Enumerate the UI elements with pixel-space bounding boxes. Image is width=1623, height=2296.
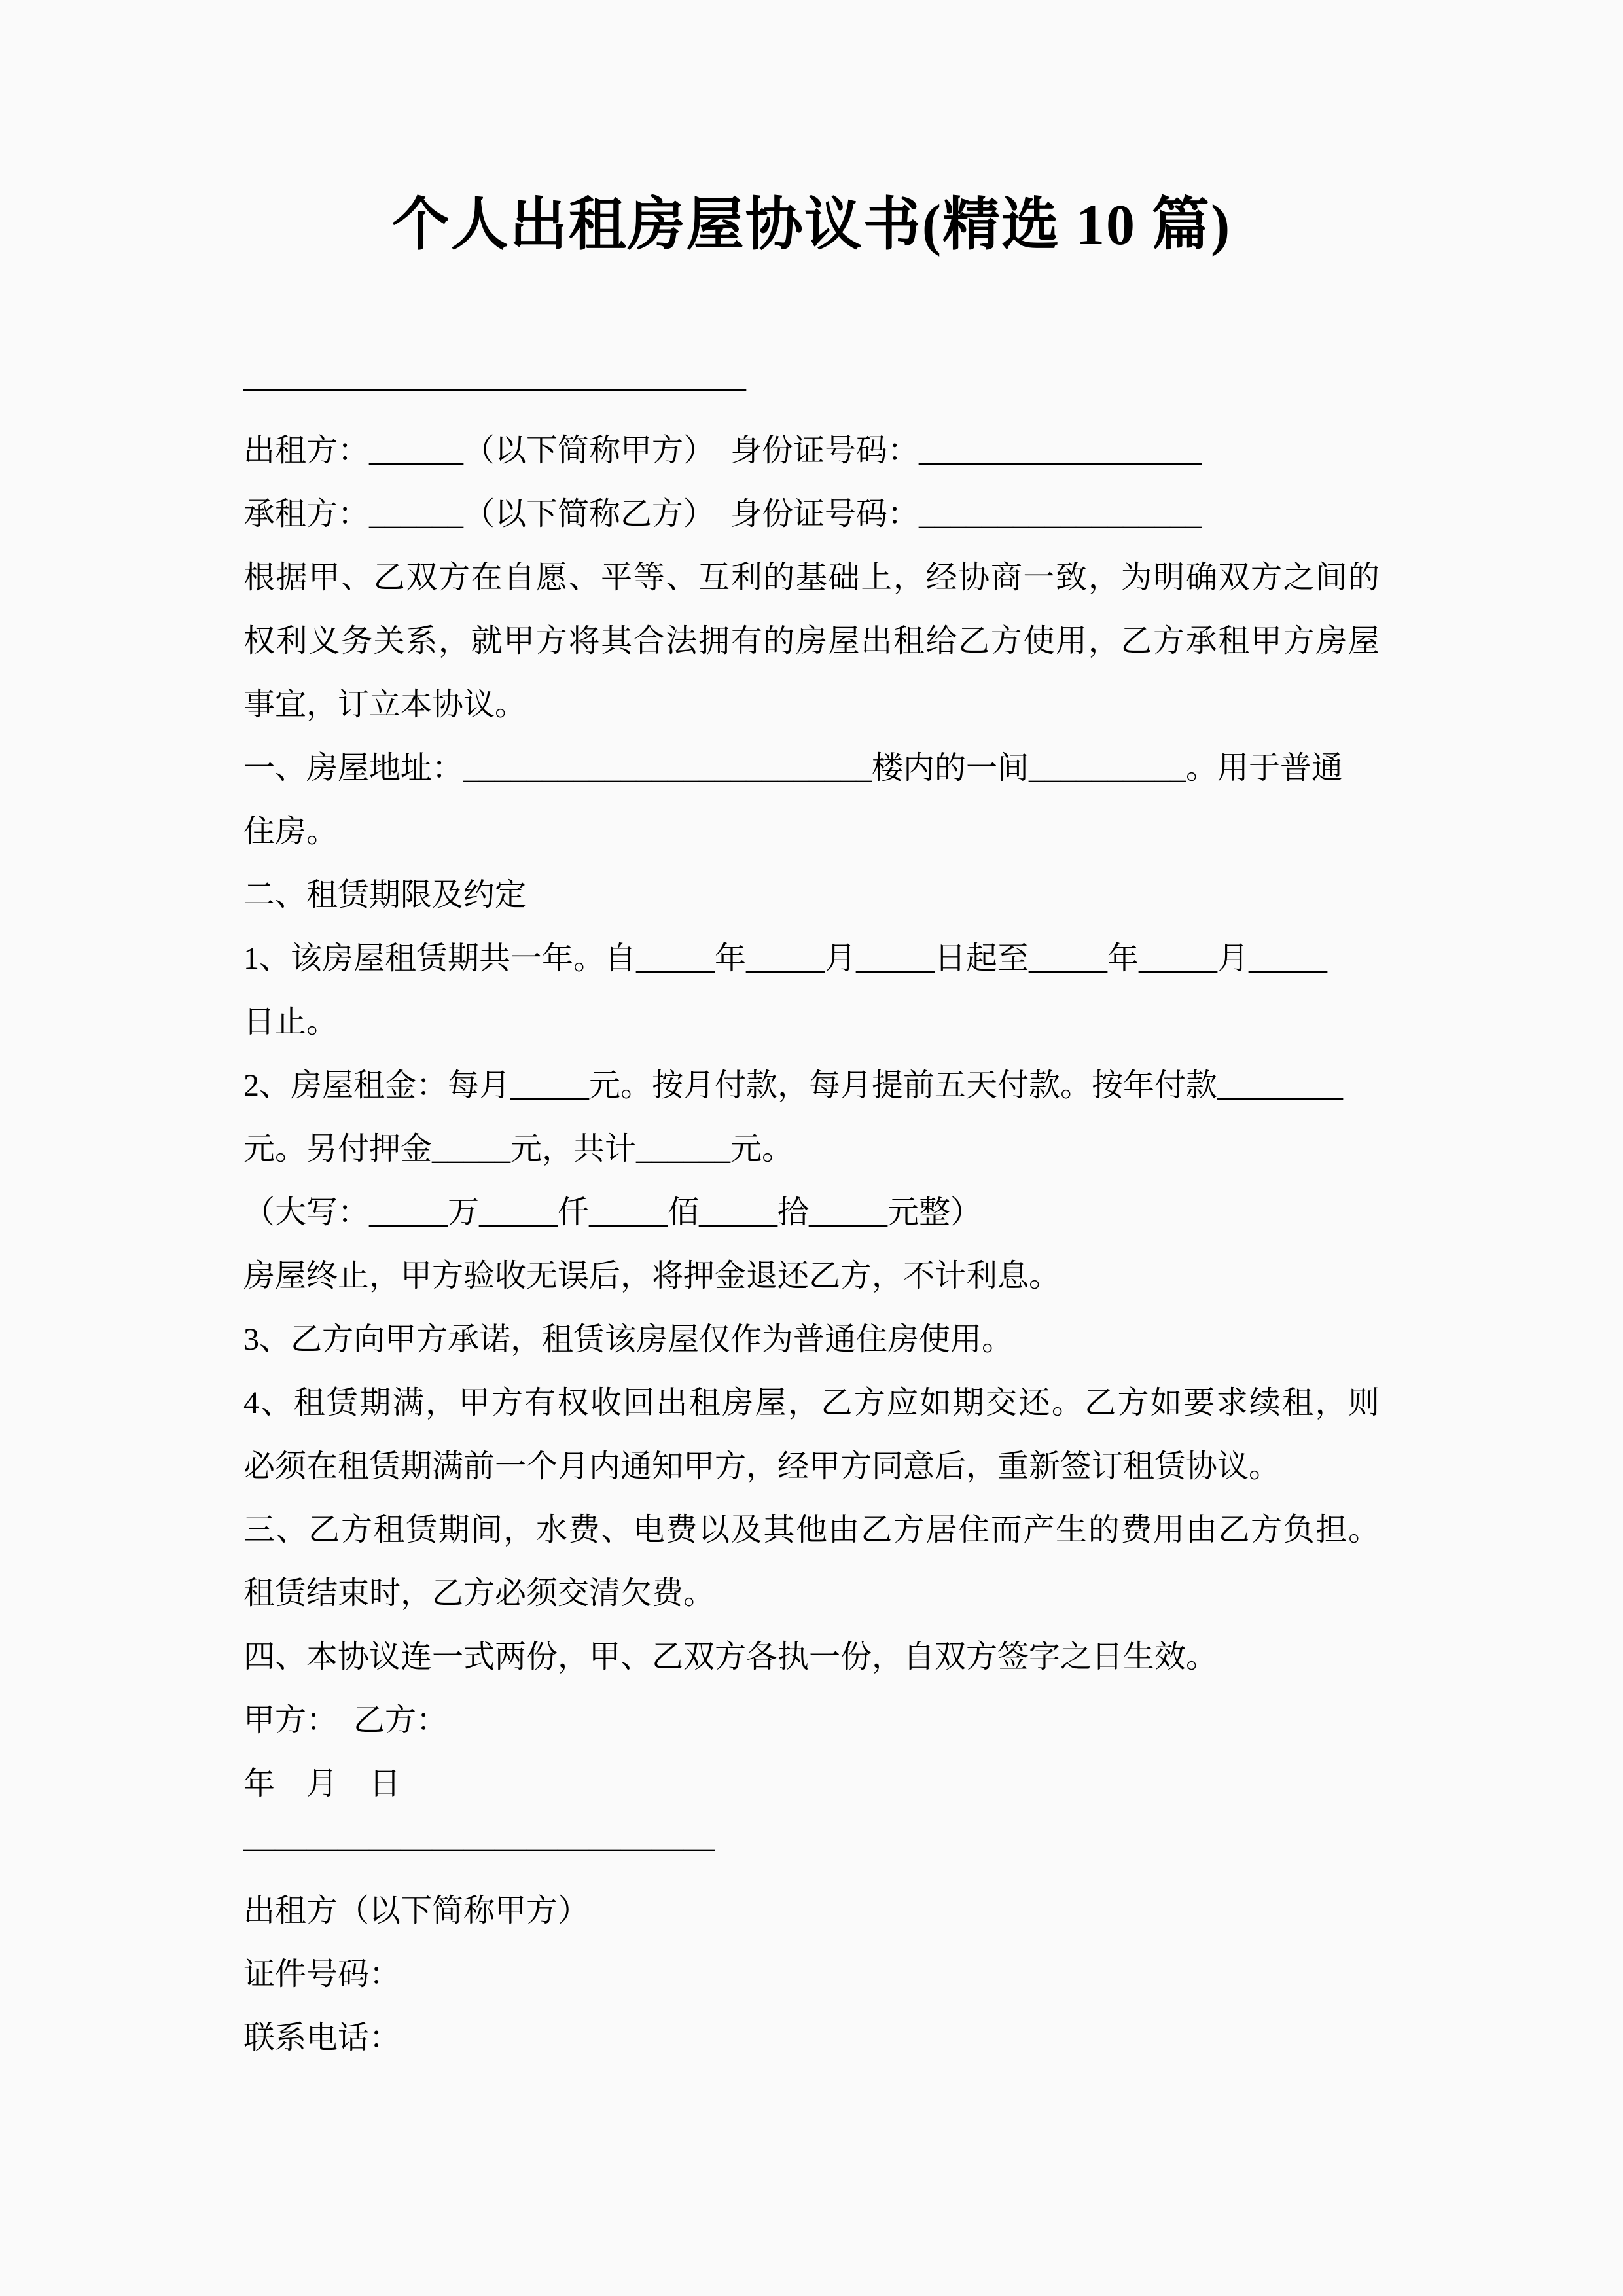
line-lessor: 出租方：______（以下简称甲方） 身份证号码：__________________ [243, 433, 1202, 468]
clause-1-address-line-2: 住房。 [243, 814, 338, 849]
clause-1-address-line-1: 一、房屋地址：__________________________楼内的一间__________。用于普通 [243, 751, 1344, 785]
signature-parties: 甲方： 乙方： [243, 1703, 448, 1738]
para-preamble-3: 事宜，订立本协议。 [243, 687, 527, 722]
clause-2-3-promise: 3、乙方向甲方承诺，租赁该房屋仅作为普通住房使用。 [243, 1322, 1014, 1357]
divider-bottom: ——————————————— [243, 1830, 715, 1865]
line-lessee: 承租方：______（以下简称乙方） 身份证号码：__________________ [243, 497, 1202, 531]
clause-2-2-rent-capital: （大写：_____万_____仟_____佰_____拾_____元整） [243, 1195, 982, 1230]
document-body [243, 355, 1380, 2070]
line-contact-phone: 联系电话： [243, 2020, 401, 2055]
para-preamble-2: 权利义务关系，就甲方将其合法拥有的房屋出租给乙方使用，乙方承租甲方房屋 [243, 624, 1380, 658]
clause-2-1-term-line-2: 日止。 [243, 1005, 338, 1039]
line-id-number: 证件号码： [243, 1957, 401, 1992]
clause-3-fees-line-1: 三、乙方租赁期间，水费、电费以及其他由乙方居住而产生的费用由乙方负担。 [243, 1513, 1380, 1547]
clause-2-2-rent-line-2: 元。另付押金_____元，共计______元。 [243, 1132, 794, 1166]
clause-2-2-rent-line-1: 2、房屋租金：每月_____元。按月付款，每月提前五天付款。按年付款________ [243, 1068, 1344, 1103]
divider-top: ———————————————— [243, 370, 746, 404]
clause-2-4-renewal-line-2: 必须在租赁期满前一个月内通知甲方，经甲方同意后，重新签订租赁协议。 [243, 1449, 1281, 1484]
clause-2-4-renewal-line-1: 4、租赁期满，甲方有权收回出租房屋，乙方应如期交还。乙方如要求续租，则 [243, 1386, 1380, 1420]
clause-2-2-deposit-return: 房屋终止，甲方验收无误后，将押金退还乙方，不计利息。 [243, 1259, 1061, 1293]
section-2-heading: 二、租赁期限及约定 [243, 878, 527, 912]
document-title: 个人出租房屋协议书(精选 10 篇) [391, 194, 1232, 257]
signature-date: 年 月 日 [243, 1767, 401, 1801]
clause-3-fees-line-2: 租赁结束时，乙方必须交清欠费。 [243, 1576, 715, 1611]
clause-2-1-term-line-1: 1、该房屋租赁期共一年。自_____年_____月_____日起至_____年_____月_____ [243, 941, 1328, 976]
para-preamble-1: 根据甲、乙双方在自愿、平等、互利的基础上，经协商一致，为明确双方之间的 [243, 560, 1380, 595]
clause-4-copies: 四、本协议连一式两份，甲、乙双方各执一份，自双方签字之日生效。 [243, 1640, 1218, 1674]
line-lessor-repeat: 出租方（以下简称甲方） [243, 1893, 590, 1928]
